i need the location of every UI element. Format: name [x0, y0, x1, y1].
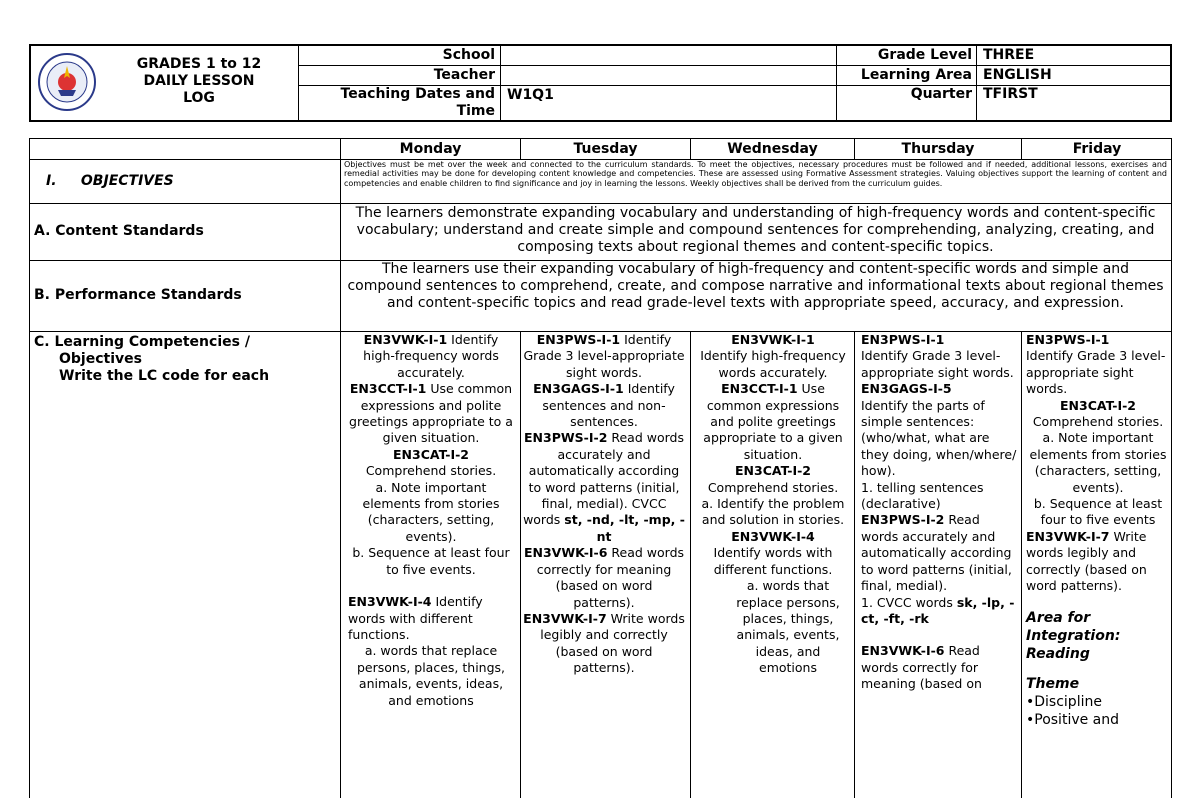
integration-line-1: Area for	[1026, 609, 1091, 626]
competencies-label-line-3: Write the LC code for each	[59, 368, 270, 384]
grade-level-field[interactable]: THREE	[983, 47, 1035, 63]
day-header-monday: Monday	[399, 141, 462, 157]
lc-code: EN3VWK-I-1	[731, 332, 815, 347]
cvcc-word-endings: st, -nd, -lt, -mp, -nt	[564, 512, 685, 544]
day-header-tuesday: Tuesday	[573, 141, 638, 157]
lc-code: EN3CAT-I-2	[393, 446, 469, 462]
wednesday-competencies	[697, 332, 849, 677]
lc-code: EN3VWK-I-4	[731, 528, 815, 544]
lc-code: EN3CAT-I-2	[1060, 397, 1136, 413]
lc-code: EN3CCT-I-1	[349, 381, 427, 397]
lc-code: EN3VWK-I-7	[1026, 528, 1110, 544]
lc-text: Identify Grade 3 level-appropriate sight words.	[523, 332, 685, 380]
lesson-log-table	[29, 138, 1172, 798]
school-label: School	[442, 47, 495, 63]
lc-code: EN3VWK-I-6	[523, 545, 608, 561]
lc-text: Comprehend stories.	[365, 463, 497, 479]
tuesday-competencies	[523, 332, 685, 677]
lc-subitem: 1. telling sentences (declarative)	[861, 479, 984, 512]
lc-code: EN3PWS-I-1	[861, 332, 945, 347]
lc-subitem: a. words that replace persons, places, things, animals, events, ideas, and emotions	[356, 643, 506, 708]
cvcc-word-endings: sk, -lp, -ct, -ft, -rk	[861, 594, 1015, 626]
lc-code: EN3PWS-I-2	[861, 512, 945, 528]
lc-text: Use common expressions and polite greetings appropriate to a given situation.	[703, 381, 843, 462]
objectives-note: Objectives must be met over the week and connected to the curriculum standards. To meet the objectives, necessary procedures must be followed and if needed, additional lessons, exercises and remedial activities may be done for developing content knowledge and competencies. These are assessed using Formative Assessment strategies. Valuing objectives support the learning of content and competencies and enable children to find significance and joy in learning the lessons. Weekly objectives shall be derived from the curriculum guides.	[344, 160, 1167, 188]
lc-subitem: 1. CVCC words	[861, 594, 957, 610]
lc-code: EN3CAT-I-2	[735, 463, 811, 479]
theme-item: •Discipline	[1026, 693, 1102, 710]
lc-text: Write words legibly and correctly (based on word patterns).	[1026, 528, 1147, 594]
content-standards-text: The learners demonstrate expanding vocabulary and understanding of high-frequency words and content-specific vocabulary; understand and create simple and compound sentences for comprehending, analyzing, creating, and composing texts about regional themes and content-specific topics.	[355, 205, 1156, 255]
lc-subitem: a. words that replace persons, places, things, animals, events, ideas, and emotions	[736, 578, 840, 676]
lc-text: Read words accurately and automatically according to word patterns (initial, final, medial).	[861, 512, 1012, 594]
teaching-dates-label	[299, 86, 495, 120]
lc-code: EN3VWK-I-7	[523, 610, 607, 626]
lc-text: Read words correctly for meaning (based on	[861, 643, 982, 692]
lc-code: EN3GAGS-I-1	[533, 381, 624, 397]
lc-text: Read words accurately and automatically according to word patterns (initial, final, medial). CVCC words	[523, 430, 684, 528]
competencies-label-line-2: Objectives	[59, 351, 142, 367]
dates-label-line-1: Teaching Dates and	[340, 86, 495, 102]
lc-code: EN3PWS-I-2	[524, 430, 608, 446]
lc-code: EN3VWK-I-4	[348, 594, 432, 610]
learning-competencies-label	[34, 334, 269, 385]
lc-text: Comprehend stories.	[1032, 414, 1164, 430]
lc-subitem: b. Sequence at least four to five events	[1033, 496, 1163, 528]
theme-label: Theme	[1026, 675, 1080, 692]
learning-area-label: Learning Area	[860, 67, 972, 83]
performance-standards-text: The learners use their expanding vocabulary of high-frequency and content-specific words and simple and compound sentences to comprehend, create, and compose narrative and informational texts about regional themes and content-specific topics and read grade-level texts with appropriate speed, accuracy, and expression.	[347, 261, 1164, 311]
day-header-wednesday: Wednesday	[727, 141, 818, 157]
lc-code: EN3PWS-I-1	[536, 332, 621, 347]
content-standards-label: A. Content Standards	[34, 223, 204, 239]
performance-standards-label: B. Performance Standards	[34, 287, 242, 303]
monday-competencies	[348, 332, 514, 709]
dates-label-line-2: Time	[456, 103, 495, 119]
teacher-label: Teacher	[433, 67, 495, 83]
integration-area	[1026, 609, 1170, 663]
lc-text: Identify words with different functions.	[348, 594, 483, 642]
lc-text: Identify Grade 3 level-appropriate sight words.	[1026, 348, 1166, 397]
integration-line-3: Reading	[1026, 645, 1090, 662]
integration-line-2: Integration:	[1026, 627, 1121, 644]
grade-level-label: Grade Level	[877, 47, 972, 63]
lc-text: Use common expressions and polite greetings appropriate to a given situation.	[349, 381, 513, 446]
lc-text: Identify words with different functions.	[713, 545, 833, 577]
lc-subitem: a. Note important elements from stories (characters, setting, events).	[1029, 430, 1167, 495]
deped-seal-logo	[37, 52, 97, 112]
lc-subitem: a. Identify the problem and solution in stories.	[701, 496, 845, 528]
title-line-3: LOG	[183, 90, 215, 106]
lc-code: EN3VWK-I-6	[861, 643, 945, 659]
objectives-heading	[46, 173, 174, 190]
objectives-label: OBJECTIVES	[80, 173, 174, 189]
friday-competencies	[1026, 332, 1170, 729]
objectives-numeral: I.	[46, 173, 57, 189]
quarter-label: Quarter	[910, 86, 972, 102]
day-header-friday: Friday	[1072, 141, 1122, 157]
theme-item: •Positive and	[1026, 711, 1120, 728]
lc-text: Identify high-frequency words accurately.	[700, 348, 846, 380]
title-line-2: DAILY LESSON	[143, 73, 255, 89]
lc-code: EN3PWS-I-1	[1026, 332, 1110, 347]
lc-code: EN3GAGS-I-5	[861, 381, 952, 397]
day-header-thursday: Thursday	[901, 141, 975, 157]
lc-subitem: b. Sequence at least four to five events.	[352, 545, 510, 577]
form-title	[99, 56, 299, 107]
learning-area-field[interactable]: ENGLISH	[983, 67, 1052, 83]
lc-text: Identify the parts of simple sentences: (who/what, what are they doing, when/where/ how).	[861, 397, 1017, 479]
quarter-field[interactable]: TFIRST	[983, 86, 1038, 102]
competencies-label-line-1: C. Learning Competencies /	[34, 334, 250, 350]
lc-text: Write words legibly and correctly (based on word patterns).	[540, 610, 685, 676]
thursday-competencies	[861, 332, 1017, 693]
lc-code: EN3VWK-I-1	[363, 332, 448, 347]
lc-subitem: a. Note important elements from stories (characters, setting, events).	[362, 479, 500, 544]
lc-code: EN3CCT-I-1	[721, 381, 798, 397]
lc-text: Read words correctly for meaning (based on word patterns).	[536, 545, 685, 610]
lc-text: Identify Grade 3 level-appropriate sight words.	[861, 348, 1014, 380]
lc-text: Comprehend stories.	[707, 479, 839, 495]
lc-text: Identify high-frequency words accurately.	[363, 332, 499, 380]
title-line-1: GRADES 1 to 12	[136, 56, 262, 72]
header-table	[29, 44, 1172, 122]
lc-text: Identify sentences and non-sentences.	[542, 381, 675, 430]
teaching-dates-field[interactable]: W1Q1	[507, 87, 554, 103]
